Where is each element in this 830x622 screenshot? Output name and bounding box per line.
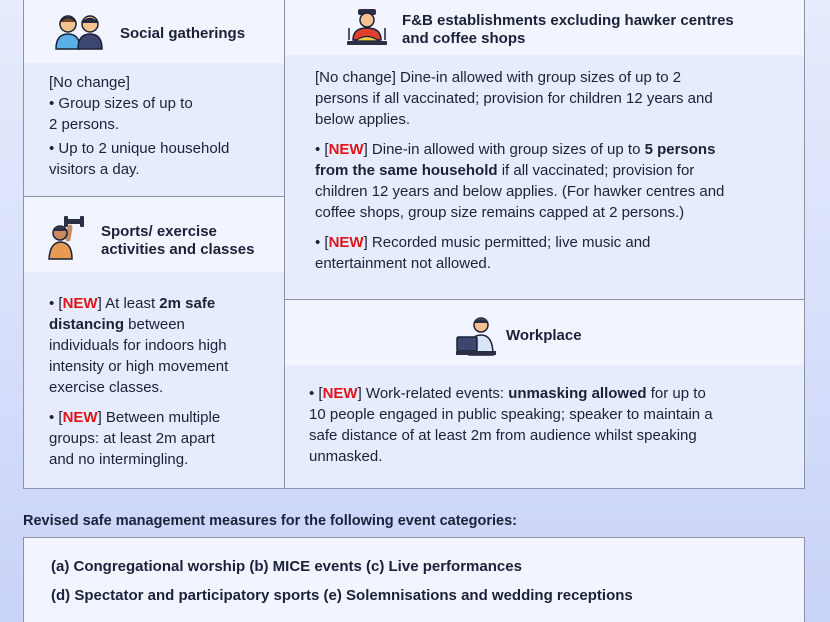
sports-body <box>24 272 284 488</box>
new-tag: NEW <box>322 385 358 402</box>
new-tag: NEW <box>328 141 364 158</box>
office-worker-icon <box>455 315 497 357</box>
dumbbell-person-icon <box>48 215 94 261</box>
social-gatherings-panel <box>23 0 285 197</box>
event-divider <box>24 618 804 619</box>
event-categories-box <box>23 537 805 622</box>
social-gatherings-header <box>24 0 284 63</box>
social-bullet-2: • Up to 2 unique household visitors a day. <box>49 140 230 178</box>
fnb-bullet-1: • [NEW] Dine-in allowed with group sizes of up to 5 persons from the same household if all vaccinated; provision for children 12 years and below applies. (For hawker centres and coffee shops, group size remains capped at 2 persons.) <box>315 141 725 221</box>
workplace-header <box>285 300 804 365</box>
fnb-title: F&B establishments excluding hawker centres and coffee shops <box>402 12 734 47</box>
new-tag: NEW <box>328 234 364 251</box>
fnb-bullet-2: • [NEW] Recorded music permitted; live music and entertainment not allowed. <box>315 234 651 272</box>
fnb-no-change: [No change] Dine-in allowed with group sizes of up to 2 persons if all vaccinated; provision for children 12 years and below applies. <box>315 69 713 128</box>
sports-title: Sports/ exercise activities and classes <box>101 223 255 258</box>
fnb-header <box>285 0 804 55</box>
diner-icon <box>345 8 389 48</box>
social-gatherings-body <box>24 63 284 196</box>
people-icon <box>54 13 106 51</box>
sports-bullet-2: • [NEW] Between multiple groups: at least 2m apart and no intermingling. <box>49 409 221 468</box>
workplace-bullet-1: • [NEW] Work-related events: unmasking allowed for up to 10 people engaged in public speaking; speaker to maintain a safe distance of at least 2m from audience whilst speaking unmasked. <box>309 385 713 465</box>
social-gatherings-title: Social gatherings <box>120 25 246 42</box>
fnb-body <box>285 55 804 299</box>
social-no-change: [No change] <box>49 74 130 91</box>
workplace-body <box>285 365 804 488</box>
sports-panel <box>23 196 285 489</box>
sports-header <box>24 197 284 272</box>
new-tag: NEW <box>62 409 98 426</box>
event-categories-label: Revised safe management measures for the following event categories: <box>23 513 517 529</box>
new-tag: NEW <box>62 295 98 312</box>
event-line-2: (d) Spectator and participatory sports (e) Solemnisations and wedding receptions <box>51 587 633 604</box>
sports-bullet-1: • [NEW] At least 2m safe distancing between individuals for indoors high intensity or high movement exercise classes. <box>49 295 229 396</box>
workplace-panel <box>284 299 805 489</box>
workplace-title: Workplace <box>506 327 582 344</box>
fnb-panel <box>284 0 805 300</box>
event-line-1: (a) Congregational worship (b) MICE events (c) Live performances <box>51 558 522 575</box>
social-bullet-1: • Group sizes of up to 2 persons. <box>49 95 193 133</box>
